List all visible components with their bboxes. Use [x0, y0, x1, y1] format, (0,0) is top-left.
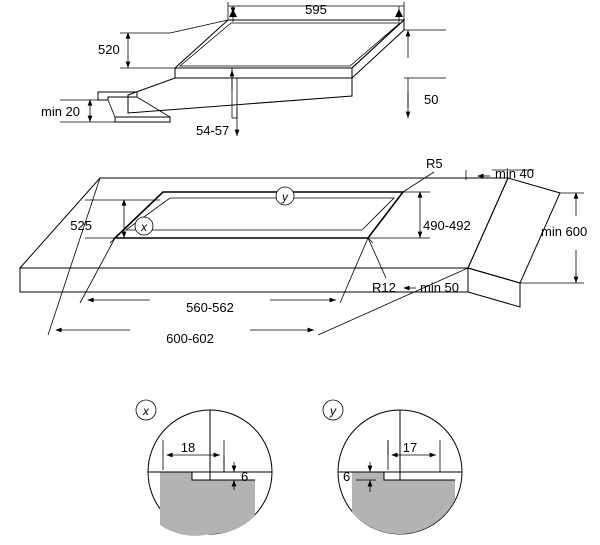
- dim-600-602: 600-602: [166, 331, 214, 346]
- dim-y-6: 6: [343, 469, 351, 484]
- dim-595: 595: [305, 2, 327, 17]
- dim-min-20: min 20: [41, 104, 81, 119]
- dim-490-492-text: 490-492: [423, 218, 471, 233]
- dim-x-6: 6: [241, 469, 249, 484]
- detail-y-view: [323, 400, 462, 534]
- dim-R12: R12: [372, 280, 396, 295]
- dim-y-17: 17: [402, 440, 418, 455]
- detail-x-label: x: [143, 404, 149, 418]
- detail-x-view: [136, 400, 272, 536]
- dim-min-50: min 50: [420, 280, 460, 295]
- worktop-cutout-view: [20, 156, 587, 346]
- dim-min-600: min 600: [541, 224, 588, 239]
- dim-560-562: 560-562: [186, 300, 234, 315]
- detail-y-label: y: [330, 404, 336, 418]
- dim-50: 50: [424, 92, 439, 107]
- dim-R5: R5: [426, 156, 443, 171]
- dim-520: 520: [98, 42, 120, 57]
- detail-marker-y: y: [282, 190, 288, 204]
- dim-525: 525: [70, 218, 92, 233]
- dim-min-40: min 40: [495, 166, 535, 181]
- dim-54-57: 54-57: [196, 123, 230, 138]
- detail-marker-x: x: [141, 220, 147, 234]
- dim-x-18: 18: [180, 440, 196, 455]
- appliance-isometric-view: [41, 2, 446, 138]
